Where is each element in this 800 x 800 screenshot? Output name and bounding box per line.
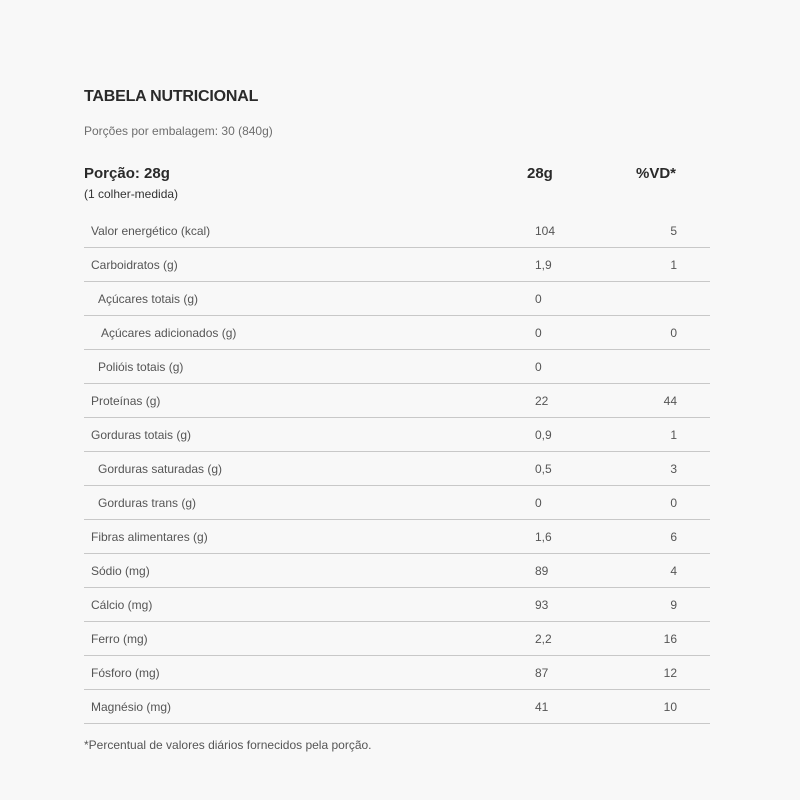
nutrient-amount: 0 (535, 360, 542, 374)
nutrient-daily-value: 44 (663, 394, 677, 408)
table-row (84, 622, 710, 656)
nutrient-name: Cálcio (mg) (91, 598, 153, 612)
nutrient-daily-value: 4 (670, 564, 677, 578)
table-row (84, 350, 710, 384)
nutrient-amount: 104 (535, 224, 556, 238)
nutrient-amount: 0 (535, 326, 542, 340)
nutrient-amount: 0 (535, 292, 542, 306)
nutrient-daily-value: 16 (663, 632, 677, 646)
nutrient-amount: 0 (535, 496, 542, 510)
nutrient-daily-value: 1 (670, 258, 677, 272)
servings-per-package: Porções por embalagem: 30 (840g) (84, 124, 273, 138)
column-header-amount: 28g (527, 165, 553, 182)
portion-label: Porção: 28g (84, 165, 170, 182)
table-row (84, 282, 710, 316)
nutrient-amount: 2,2 (535, 632, 552, 646)
nutrient-name: Valor energético (kcal) (91, 224, 211, 238)
nutrient-daily-value: 10 (663, 700, 677, 714)
footnote: *Percentual de valores diários fornecidos pela porção. (84, 738, 372, 752)
nutrient-name: Gorduras trans (g) (98, 496, 197, 510)
nutrient-amount: 89 (535, 564, 549, 578)
nutrient-daily-value: 5 (670, 224, 677, 238)
page-title: TABELA NUTRICIONAL (84, 88, 259, 105)
nutrient-daily-value: 1 (670, 428, 677, 442)
table-row (84, 214, 710, 248)
nutrient-name: Açúcares adicionados (g) (101, 326, 237, 340)
table-row (84, 384, 710, 418)
nutrient-daily-value: 6 (670, 530, 677, 544)
nutrient-amount: 1,6 (535, 530, 552, 544)
table-row (84, 656, 710, 690)
nutrient-daily-value: 3 (670, 462, 677, 476)
table-row (84, 554, 710, 588)
nutrient-name: Gorduras totais (g) (91, 428, 192, 442)
nutrient-name: Sódio (mg) (91, 564, 150, 578)
column-header-daily-value: %VD* (636, 165, 677, 182)
nutrient-name: Ferro (mg) (91, 632, 148, 646)
table-row (84, 588, 710, 622)
nutrient-amount: 22 (535, 394, 549, 408)
table-row (84, 316, 710, 350)
nutrient-name: Polióis totais (g) (98, 360, 184, 374)
nutrient-amount: 87 (535, 666, 549, 680)
nutrient-name: Fósforo (mg) (91, 666, 160, 680)
nutrient-name: Carboidratos (g) (91, 258, 178, 272)
nutrient-amount: 0,9 (535, 428, 552, 442)
nutrient-name: Fibras alimentares (g) (91, 530, 208, 544)
nutrient-name: Gorduras saturadas (g) (98, 462, 223, 476)
nutrient-daily-value: 0 (670, 496, 677, 510)
nutrient-name: Açúcares totais (g) (98, 292, 199, 306)
nutrient-name: Proteínas (g) (91, 394, 161, 408)
table-row (84, 486, 710, 520)
nutrient-amount: 93 (535, 598, 549, 612)
table-row (84, 520, 710, 554)
nutrient-daily-value: 12 (663, 666, 677, 680)
table-row (84, 248, 710, 282)
nutrient-name: Magnésio (mg) (91, 700, 172, 714)
nutrient-amount: 1,9 (535, 258, 552, 272)
nutrient-amount: 0,5 (535, 462, 552, 476)
nutrient-daily-value: 9 (670, 598, 677, 612)
nutrition-table (84, 214, 710, 724)
table-row (84, 690, 710, 724)
table-row (84, 418, 710, 452)
nutrient-daily-value: 0 (670, 326, 677, 340)
nutrient-amount: 41 (535, 700, 549, 714)
table-row (84, 452, 710, 486)
portion-subtitle: (1 colher-medida) (84, 187, 179, 201)
